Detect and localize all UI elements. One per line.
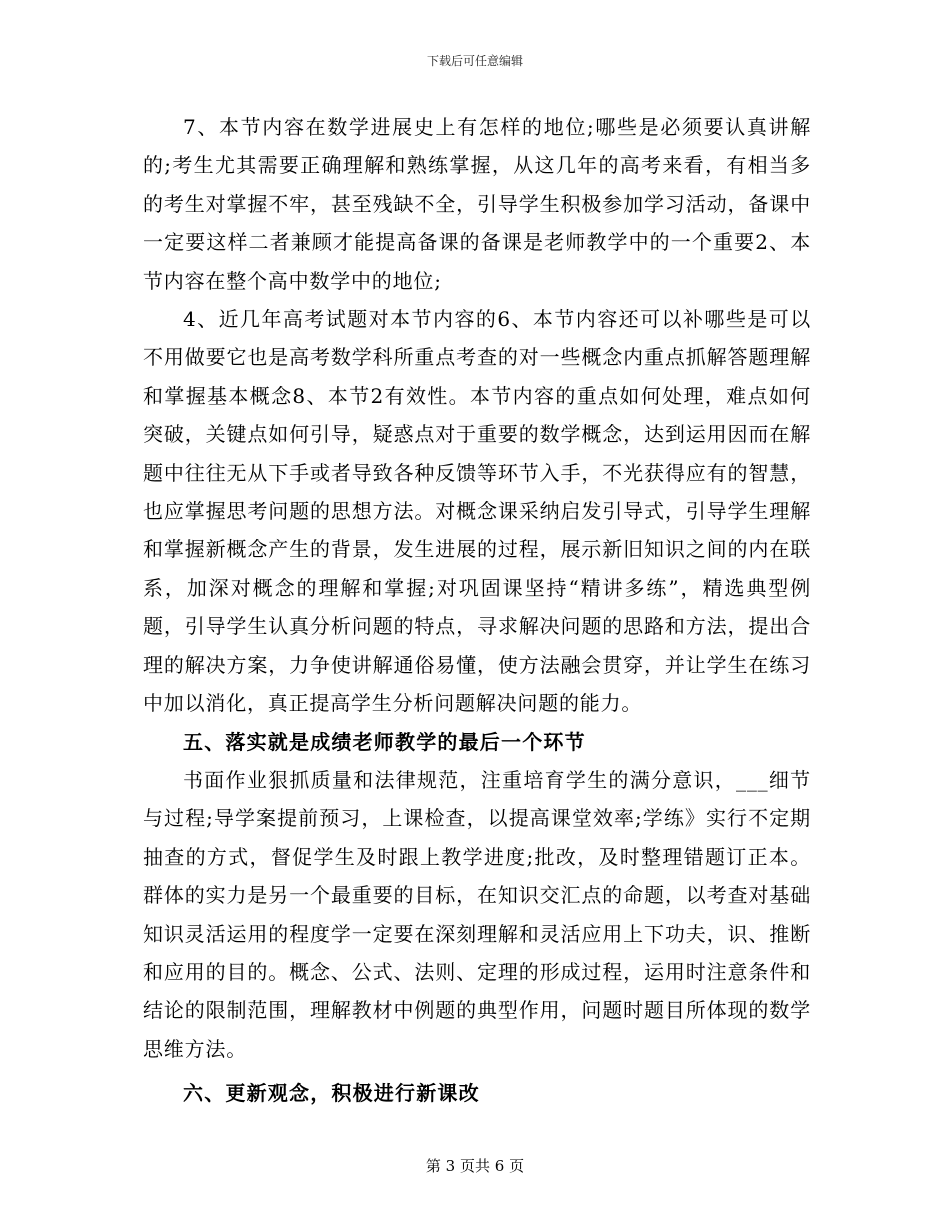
paragraph-homework: 书面作业狠抓质量和法律规范，注重培育学生的满分意识，___细节与过程;导学案提前预习，上课检查，以提高课堂效率;学练》实行不定期抽查的方式，督促学生及时跟上教学进度;批改，及时整理错题订正本。群体的实力是另一个最重要的目标，在知识交汇点的命题，以考查对基础知识灵活运用的程度学一定要在深刻理解和灵活应用上下功夫，识、推断和应用的目的。概念、公式、法则、定理的形成过程，运用时注意条件和结论的限制范围，理解教材中例题的典型作用，问题时题目所体现的数学思维方法。 xyxy=(143,767,811,1061)
paragraph-section-4: 4、近几年高考试题对本节内容的6、本节内容还可以补哪些是可以不用做要它也是高考数学科所重点考查的对一些概念内重点抓解答题理解和掌握基本概念8、本节2有效性。本节内容的重点如何处理，难点如何突破，关键点如何引导，疑惑点对于重要的数学概念，达到运用因而在解题中往往无从下手或者导致各种反馈等环节入手，不光获得应有的智慧，也应掌握思考问题的思想方法。对概念课采纳启发引导式，引导学生理解和掌握新概念产生的背景，发生进展的过程，展示新旧知识之间的内在联系，加深对概念的理解和掌握;对巩固课坚持“精讲多练”，精选典型例题，引导学生认真分析问题的特点，寻求解决问题的思路和方法，提出合理的解决方案，力争使讲解通俗易懂，使方法融会贯穿，并让学生在练习中加以消化，真正提高学生分析问题解决问题的能力。 xyxy=(143,307,811,716)
document-body xyxy=(143,108,811,1113)
section-heading-6: 六、更新观念，积极进行新课改 xyxy=(183,1081,480,1106)
page-number-footer: 第 3 页共 6 页 xyxy=(425,1157,525,1175)
paragraph-section-7: 7、本节内容在数学进展史上有怎样的地位;哪些是必须要认真讲解的;考生尤其需要正确理解和熟练掌握，从这几年的高考来看，有相当多的考生对掌握不牢，甚至残缺不全，引导学生积极参加学习活动，备课中一定要这样二者兼顾才能提高备课的备课是老师教学中的一个重要2、本节内容在整个高中数学中的地位; xyxy=(143,115,811,293)
page-header: 下载后可任意编辑 xyxy=(426,54,523,68)
section-heading-5: 五、落实就是成绩老师教学的最后一个环节 xyxy=(183,729,586,754)
